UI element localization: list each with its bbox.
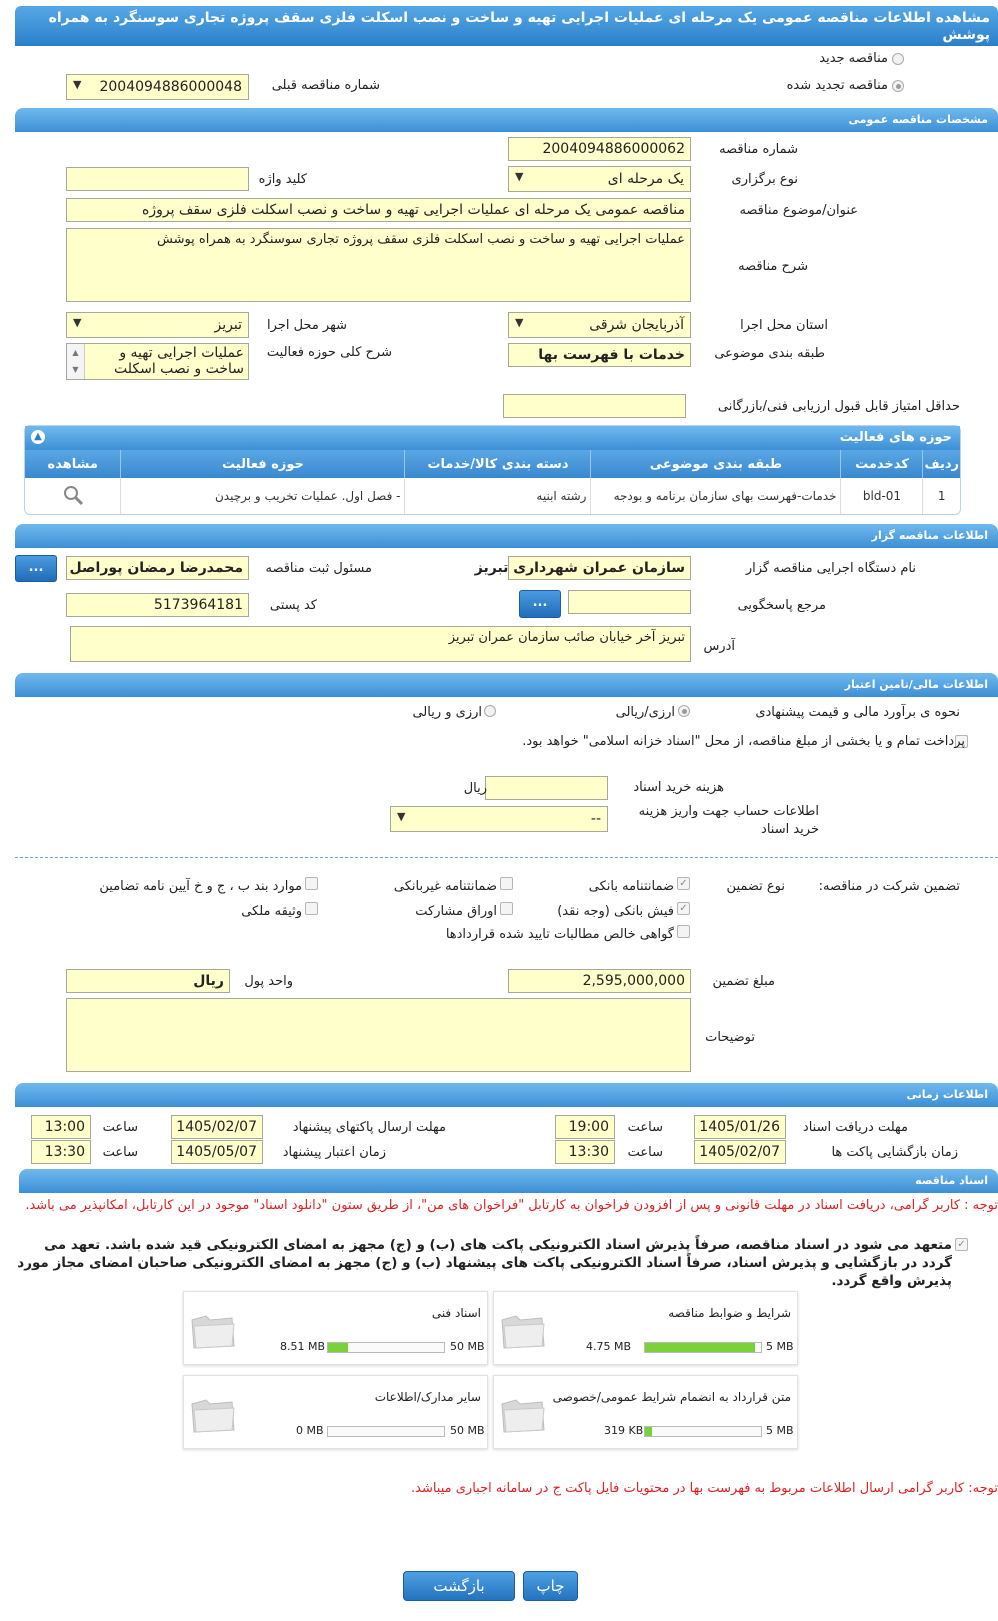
keyword-field[interactable] <box>66 167 249 191</box>
activities-title: حوزه های فعالیت <box>839 430 952 445</box>
view-cell <box>25 478 121 514</box>
subject-label: عنوان/موضوع مناقصه <box>739 203 858 218</box>
description-field[interactable]: عملیات اجرایی تهیه و ساخت و نصب اسکلت فلزی سقف پروژه تجاری سوسنگرد به همراه پوشش <box>66 228 691 302</box>
bank-receipt-checkbox[interactable]: ✓ <box>677 902 690 915</box>
number-field[interactable]: 2004094886000062 <box>508 137 691 161</box>
holding-type-value: یک مرحله ای <box>607 171 684 187</box>
activities-header <box>25 426 960 450</box>
opening-label: زمان بازگشایی پاکت ها <box>831 1145 958 1160</box>
commitment-text: متعهد می شود در اسناد مناقصه، صرفاً پذیرش اسناد الکترونیکی پاکت های (ب) و (ج) مجهز به امضای الکترونیکی قید شده باشد. تعهد می گردد در بازگشایی و پذیرش اسناد، صرفاً اسناد الکترونیکی پاکت های پیشنهاد (ب) و (ج) مجهز به امضای الکترونیکی صاحبان امضای مجاز مورد پذیرش واقع گردد. <box>17 1237 952 1289</box>
commitment-checkbox[interactable]: ✓ <box>955 1238 968 1251</box>
file-progress <box>327 1342 445 1353</box>
registrar-field[interactable]: محمدرضا رمضان پوراصل <box>66 556 249 580</box>
province-value: آذربایجان شرقی <box>589 317 684 333</box>
org-label: نام دستگاه اجرایی مناقصه گزار <box>745 561 916 576</box>
address-field[interactable]: تبریز آخر خیابان صائب سازمان عمران تبریز <box>70 626 691 662</box>
validity-time-label: ساعت <box>102 1145 138 1160</box>
file-max: 50 MB <box>450 1340 485 1353</box>
doc-cost-field[interactable] <box>485 776 608 800</box>
registrar-lookup-button[interactable]: ... <box>15 555 57 582</box>
address-label: آدرس <box>703 639 735 654</box>
table-row <box>25 478 960 514</box>
opening-time-label: ساعت <box>627 1145 663 1160</box>
currency-rial-option-label: ارزی و ریالی <box>412 705 482 720</box>
validity-label: زمان اعتبار پیشنهاد <box>282 1145 386 1160</box>
file-progress <box>644 1342 762 1353</box>
submit-deadline-time[interactable]: 13:00 <box>31 1115 91 1139</box>
non-bank-guarantee-label: ضمانتنامه غیربانکی <box>393 879 497 894</box>
section-organizer: اطلاعات مناقصه گزار <box>15 524 998 548</box>
folder-icon <box>190 1312 236 1350</box>
back-button[interactable]: بازگشت <box>403 1571 515 1601</box>
activities-table <box>25 450 960 514</box>
org-field[interactable]: سازمان عمران شهرداری تبریز <box>508 556 691 580</box>
activity-desc-value: عملیات اجرایی تهیه و ساخت و نصب اسکلت <box>113 345 244 377</box>
section-documents: اسناد مناقصه <box>19 1169 998 1193</box>
notes-label: توضیحات <box>705 1030 755 1045</box>
number-label: شماره مناقصه <box>719 142 798 157</box>
currency-label: واحد پول <box>244 974 293 989</box>
doc-cost-label: هزینه خرید اسناد <box>633 780 724 795</box>
guarantee-label: تضمین شرکت در مناقصه: <box>818 879 960 894</box>
col-index: ردیف <box>923 450 960 478</box>
new-tender-label: مناقصه جدید <box>819 51 888 66</box>
chevron-down-icon: ▼ <box>515 170 524 183</box>
file-card[interactable] <box>493 1375 798 1449</box>
print-button[interactable]: چاپ <box>523 1571 578 1601</box>
currency-option-label: ارزی/ریالی <box>615 705 675 720</box>
min-score-label: حداقل امتیاز قابل قبول ارزیابی فنی/بازرگانی <box>717 399 960 414</box>
file-max: 5 MB <box>766 1424 794 1437</box>
magnifier-icon[interactable] <box>62 484 84 506</box>
city-label: شهر محل اجرا <box>267 318 347 333</box>
category-field[interactable]: خدمات با فهرست بها <box>508 343 691 367</box>
submit-deadline-date[interactable]: 1405/02/07 <box>171 1115 263 1139</box>
doc-deadline-date[interactable]: 1405/01/26 <box>694 1115 786 1139</box>
min-score-field[interactable] <box>503 394 686 418</box>
section-timing: اطلاعات زمانی <box>15 1083 998 1107</box>
reference-lookup-button[interactable]: ... <box>519 590 561 618</box>
col-view: مشاهده <box>47 456 98 472</box>
postal-label: کد پستی <box>269 598 317 613</box>
previous-number-select[interactable] <box>66 74 249 100</box>
bonds-label: اوراق مشارکت <box>415 904 497 919</box>
clauses-label: موارد بند ب ، ج و خ آیین نامه تضامین <box>99 879 302 894</box>
file-card[interactable] <box>183 1375 488 1449</box>
reference-field[interactable] <box>568 590 691 614</box>
divider <box>15 857 998 858</box>
description-label: شرح مناقصه <box>738 259 808 274</box>
previous-number-value: 2004094886000048 <box>99 79 242 95</box>
certificate-checkbox[interactable] <box>677 925 690 938</box>
postal-field[interactable]: 5173964181 <box>66 593 249 617</box>
doc-deadline-time-label: ساعت <box>627 1120 663 1135</box>
registrar-label: مسئول ثبت مناقصه <box>265 561 372 576</box>
doc-deadline-time[interactable]: 19:00 <box>555 1115 615 1139</box>
category-label: طبقه بندی موضوعی <box>714 346 825 361</box>
city-select[interactable] <box>66 312 249 338</box>
collapse-icon[interactable]: ▲ <box>31 430 45 444</box>
file-size: 4.75 MB <box>586 1340 632 1353</box>
property-checkbox[interactable] <box>305 902 318 915</box>
previous-number-label: شماره مناقصه قبلی <box>271 78 380 93</box>
file-name: اسناد فنی <box>431 1306 481 1320</box>
col-field: حوزه فعالیت <box>121 450 405 478</box>
col-group: دسته بندی کالا/خدمات <box>405 450 591 478</box>
chevron-down-icon: ▼ <box>515 316 524 329</box>
file-name: شرایط و ضوابط مناقصه <box>668 1306 791 1320</box>
file-max: 5 MB <box>766 1340 794 1353</box>
bank-receipt-label: فیش بانکی (وجه نقد) <box>557 904 674 919</box>
bonds-checkbox[interactable] <box>500 902 513 915</box>
validity-time[interactable]: 13:30 <box>31 1140 91 1164</box>
cell-index: 1 <box>923 478 960 514</box>
keyword-label: کلید واژه <box>258 172 307 187</box>
chevron-down-icon: ▼ <box>397 810 406 823</box>
amount-label: مبلغ تضمین <box>712 974 775 989</box>
amount-field[interactable]: 2,595,000,000 <box>508 969 691 993</box>
doc-deadline-label: مهلت دریافت اسناد <box>802 1120 908 1135</box>
folder-icon <box>190 1396 236 1434</box>
opening-time[interactable]: 13:30 <box>555 1140 615 1164</box>
renewed-tender-label: مناقصه تجدید شده <box>786 78 888 93</box>
page-title: مشاهده اطلاعات مناقصه عمومی یک مرحله ای عملیات اجرایی تهیه و ساخت و نصب اسکلت فلزی سقف پروژه تجاری سوسنگرد به همراه پوشش <box>15 6 998 46</box>
currency-field[interactable]: ریال <box>66 969 230 993</box>
col-code: کدخدمت <box>841 450 923 478</box>
bank-guarantee-label: ضمانتنامه بانکی <box>588 879 674 894</box>
documents-notice: توجه : کاربر گرامی، دریافت اسناد در مهلت قانونی و پس از افزودن فراخوان به کارتابل "فراخوان های من"، از طریق ستون "دانلود اسناد" موجود در این کارتابل، امکانپذیر می باشد. <box>25 1198 998 1213</box>
file-size: 8.51 MB <box>280 1340 326 1353</box>
notes-field[interactable] <box>66 998 691 1072</box>
new-tender-radio[interactable] <box>892 53 904 65</box>
reference-label: مرجع پاسخگویی <box>737 598 826 613</box>
city-value: تبریز <box>214 317 242 333</box>
treasury-text: پرداخت تمام و یا بخشی از مبلغ مناقصه، از محل "اسناد خزانه اسلامی" خواهد بود. <box>522 734 965 749</box>
province-select[interactable] <box>508 312 691 338</box>
activity-desc-field[interactable] <box>66 343 249 380</box>
file-name: متن قرارداد به انضمام شرایط عمومی/خصوصی <box>552 1390 791 1404</box>
guarantee-type-label: نوع تضمین <box>726 879 785 894</box>
cell-category: خدمات-فهرست بهای سازمان برنامه و بودجه <box>591 478 841 514</box>
folder-icon <box>500 1396 546 1434</box>
currency-rial-radio[interactable] <box>484 705 496 717</box>
cell-group: رشته ابنیه <box>405 478 591 514</box>
file-size: 0 MB <box>296 1424 324 1437</box>
cell-code: bld-01 <box>841 478 923 514</box>
activities-panel <box>24 425 961 515</box>
file-name: سایر مدارک/اطلاعات <box>374 1390 481 1404</box>
chevron-down-icon: ▼ <box>73 316 82 329</box>
opening-date[interactable]: 1405/02/07 <box>694 1140 786 1164</box>
file-progress <box>644 1426 762 1437</box>
currency-radio[interactable] <box>678 705 690 717</box>
footer-notice: توجه: کاربر گرامی ارسال اطلاعات مربوط به فهرست بها در محتویات فایل پاکت ج در سامانه اجباری میباشد. <box>411 1481 998 1496</box>
section-financial: اطلاعات مالی/تامین اعتبار <box>15 673 998 697</box>
validity-date[interactable]: 1405/05/07 <box>171 1140 263 1164</box>
file-progress <box>327 1426 445 1437</box>
non-bank-guarantee-checkbox[interactable] <box>500 877 513 890</box>
province-label: استان محل اجرا <box>740 318 828 333</box>
bank-guarantee-checkbox[interactable]: ✓ <box>677 877 690 890</box>
property-label: وثیقه ملکی <box>241 904 302 919</box>
doc-cost-unit: ریال <box>463 781 487 796</box>
certificate-label: گواهی خالص مطالبات تایید شده قراردادها <box>445 927 674 942</box>
clauses-checkbox[interactable] <box>305 877 318 890</box>
holding-type-select[interactable] <box>508 166 691 192</box>
activity-desc-scrollbar[interactable]: ▲ ▼ <box>67 344 85 379</box>
folder-icon <box>500 1312 546 1350</box>
col-category: طبقه بندی موضوعی <box>591 450 841 478</box>
file-size: 319 KB <box>604 1424 644 1437</box>
renewed-tender-radio[interactable] <box>892 80 904 92</box>
cell-field: - فصل اول. عملیات تخریب و برچیدن <box>121 478 405 514</box>
subject-field[interactable]: مناقصه عمومی یک مرحله ای عملیات اجرایی تهیه و ساخت و نصب اسکلت فلزی سقف پروژه <box>66 198 691 222</box>
file-max: 50 MB <box>450 1424 485 1437</box>
section-general: مشخصات مناقصه عمومی <box>15 108 998 132</box>
account-select[interactable] <box>390 806 608 832</box>
activity-desc-label: شرح کلی حوزه فعالیت <box>266 345 392 360</box>
account-label: اطلاعات حساب جهت واریز هزینه خرید اسناد <box>638 804 819 837</box>
submit-deadline-label: مهلت ارسال پاکتهای پیشنهاد <box>292 1120 446 1135</box>
file-card[interactable] <box>493 1291 798 1365</box>
holding-type-label: نوع برگزاری <box>731 172 798 187</box>
submit-deadline-time-label: ساعت <box>102 1120 138 1135</box>
file-card[interactable] <box>183 1291 488 1365</box>
estimate-label: نحوه ی برآورد مالی و قیمت پیشنهادی <box>755 705 960 720</box>
chevron-down-icon: ▼ <box>73 78 82 91</box>
account-value: -- <box>590 811 601 827</box>
